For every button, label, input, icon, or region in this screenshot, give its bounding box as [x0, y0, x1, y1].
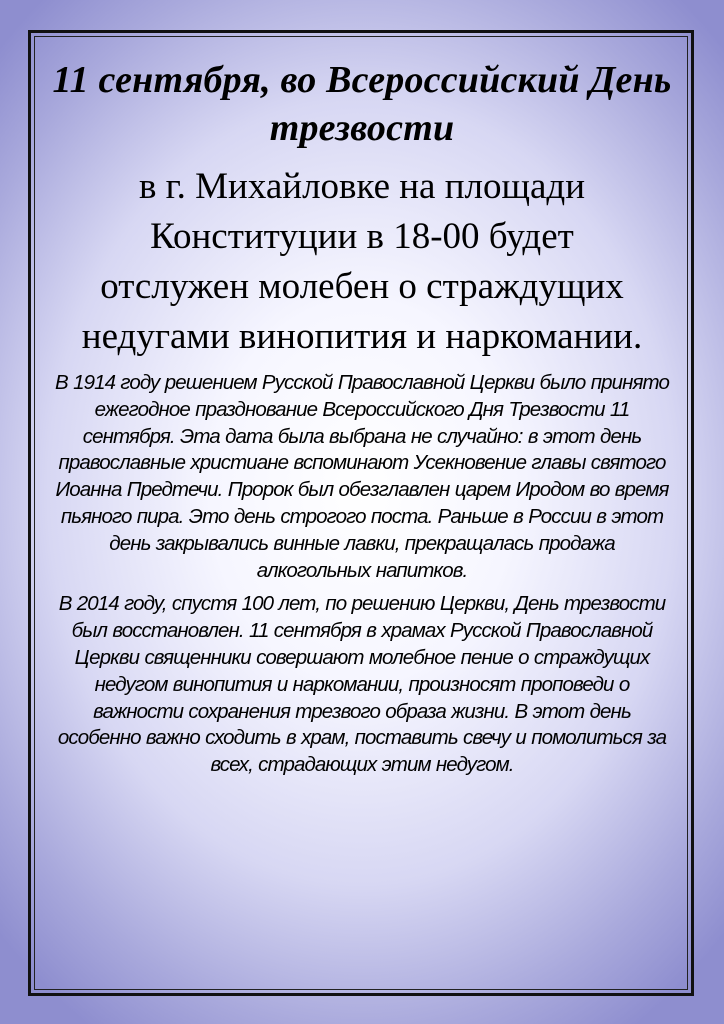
announcement-text: в г. Михайловке на площади Конституции в 18-00 будет отслужен молебен о страждущих недугами винопития и наркомании.: [81, 166, 643, 357]
history-paragraph: В 1914 году решением Русской Православной Церкви было принято ежегодное празднование Всероссийского Дня Трезвости 11 сентября. Эта дата была выбрана не случайно: в этот день православные христиане вспоминают Усекновение главы святого Иоанна Предтечи. Пророк был обезглавлен царем Иродом во время пьяного пира. Это день строгого поста. Раньше в России в этот день закрывались винные лавки, прекращалась продажа алкогольных напитков.: [55, 371, 669, 582]
poster-content: [44, 52, 680, 779]
poster-title: 11 сентября, во Всероссийский День трезвости: [52, 59, 672, 149]
revival-paragraph: В 2014 году, спустя 100 лет, по решению Церкви, День трезвости был восстановлен. 11 сентября в храмах Русской Православной Церкви священники совершают молебное пение о страждущих недугом винопития и наркомании, произносят проповеди о важности сохранения трезвого образа жизни. В этот день особенно важно сходить в храм, поставить свечу и помолиться за всех, страдающих этим недугом.: [57, 592, 667, 777]
